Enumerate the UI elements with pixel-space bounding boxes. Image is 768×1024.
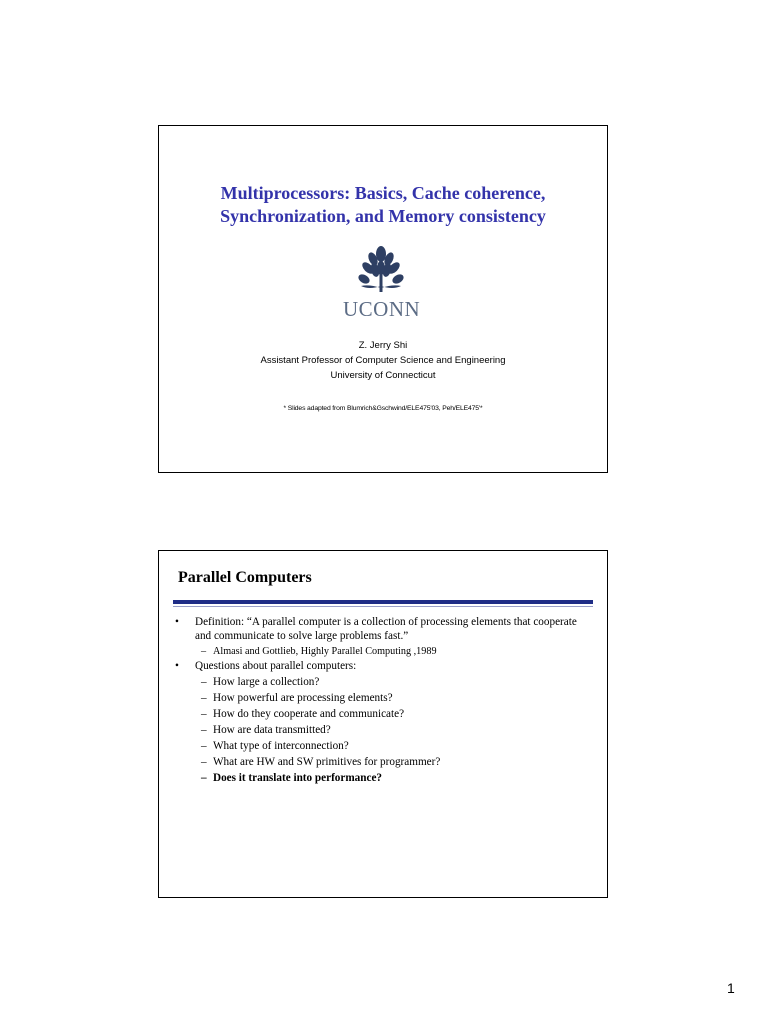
sub-bullet-text: How powerful are processing elements? [213,692,393,704]
slide-title: Parallel Computers [178,569,312,586]
slide-title [159,182,607,228]
sub-bullet-text: Does it translate into performance? [213,772,383,784]
bullet-item [171,659,591,673]
title-divider [173,600,593,604]
sub-bullet-item [171,645,591,659]
slide-body [171,615,591,785]
sub-bullet-text: What type of interconnection? [213,740,349,752]
page-number: 1 [727,980,735,996]
author-name: Z. Jerry Shi [358,340,408,351]
sub-bullet-item [171,723,591,737]
sub-bullet-item [171,707,591,721]
sub-bullet-item-emphasis [171,771,591,785]
sub-bullet-item [171,691,591,705]
dash-icon: – [201,756,207,768]
dash-icon: – [201,772,207,784]
slide-title-line-2: Synchronization, and Memory consistency [220,206,546,226]
sub-bullet-text: How do they cooperate and communicate? [213,708,405,720]
author-affiliation: University of Connecticut [330,370,436,381]
sub-bullet-text: What are HW and SW primitives for programmer? [213,756,441,768]
dash-icon: – [201,692,207,704]
bullet-icon: • [175,616,179,628]
slides-credit: * Slides adapted from Blumrich&Gschwind/ELE475'03, Peh/ELE475'* [283,405,483,412]
author-title: Assistant Professor of Computer Science and Engineering [260,355,506,366]
dash-icon: – [201,646,207,657]
content-slide [158,550,608,898]
title-slide [158,125,608,473]
dash-icon: – [201,676,207,688]
bullet-icon: • [175,660,179,672]
author-block [159,338,607,383]
sub-bullet-text: How large a collection? [213,676,320,688]
bullet-item [171,615,591,643]
sub-bullet-item [171,739,591,753]
dash-icon: – [201,740,207,752]
dash-icon: – [201,724,207,736]
title-divider-shadow [173,606,593,607]
sub-bullet-item [171,675,591,689]
sub-bullet-item [171,755,591,769]
sub-bullet-text: Almasi and Gottlieb, Highly Parallel Computing ,1989 [213,646,437,657]
sub-bullet-text: How are data transmitted? [213,724,331,736]
oak-leaf-icon [355,246,407,296]
bullet-text: Questions about parallel computers: [195,660,357,672]
uconn-wordmark: UCONN [343,297,421,321]
slide-title-line-1: Multiprocessors: Basics, Cache coherence, [220,183,546,203]
uconn-logo [343,246,419,320]
bullet-text: Definition: “A parallel computer is a collection of processing elements that cooperate and communicate to solve large problems fast.” [195,616,577,642]
dash-icon: – [201,708,207,720]
